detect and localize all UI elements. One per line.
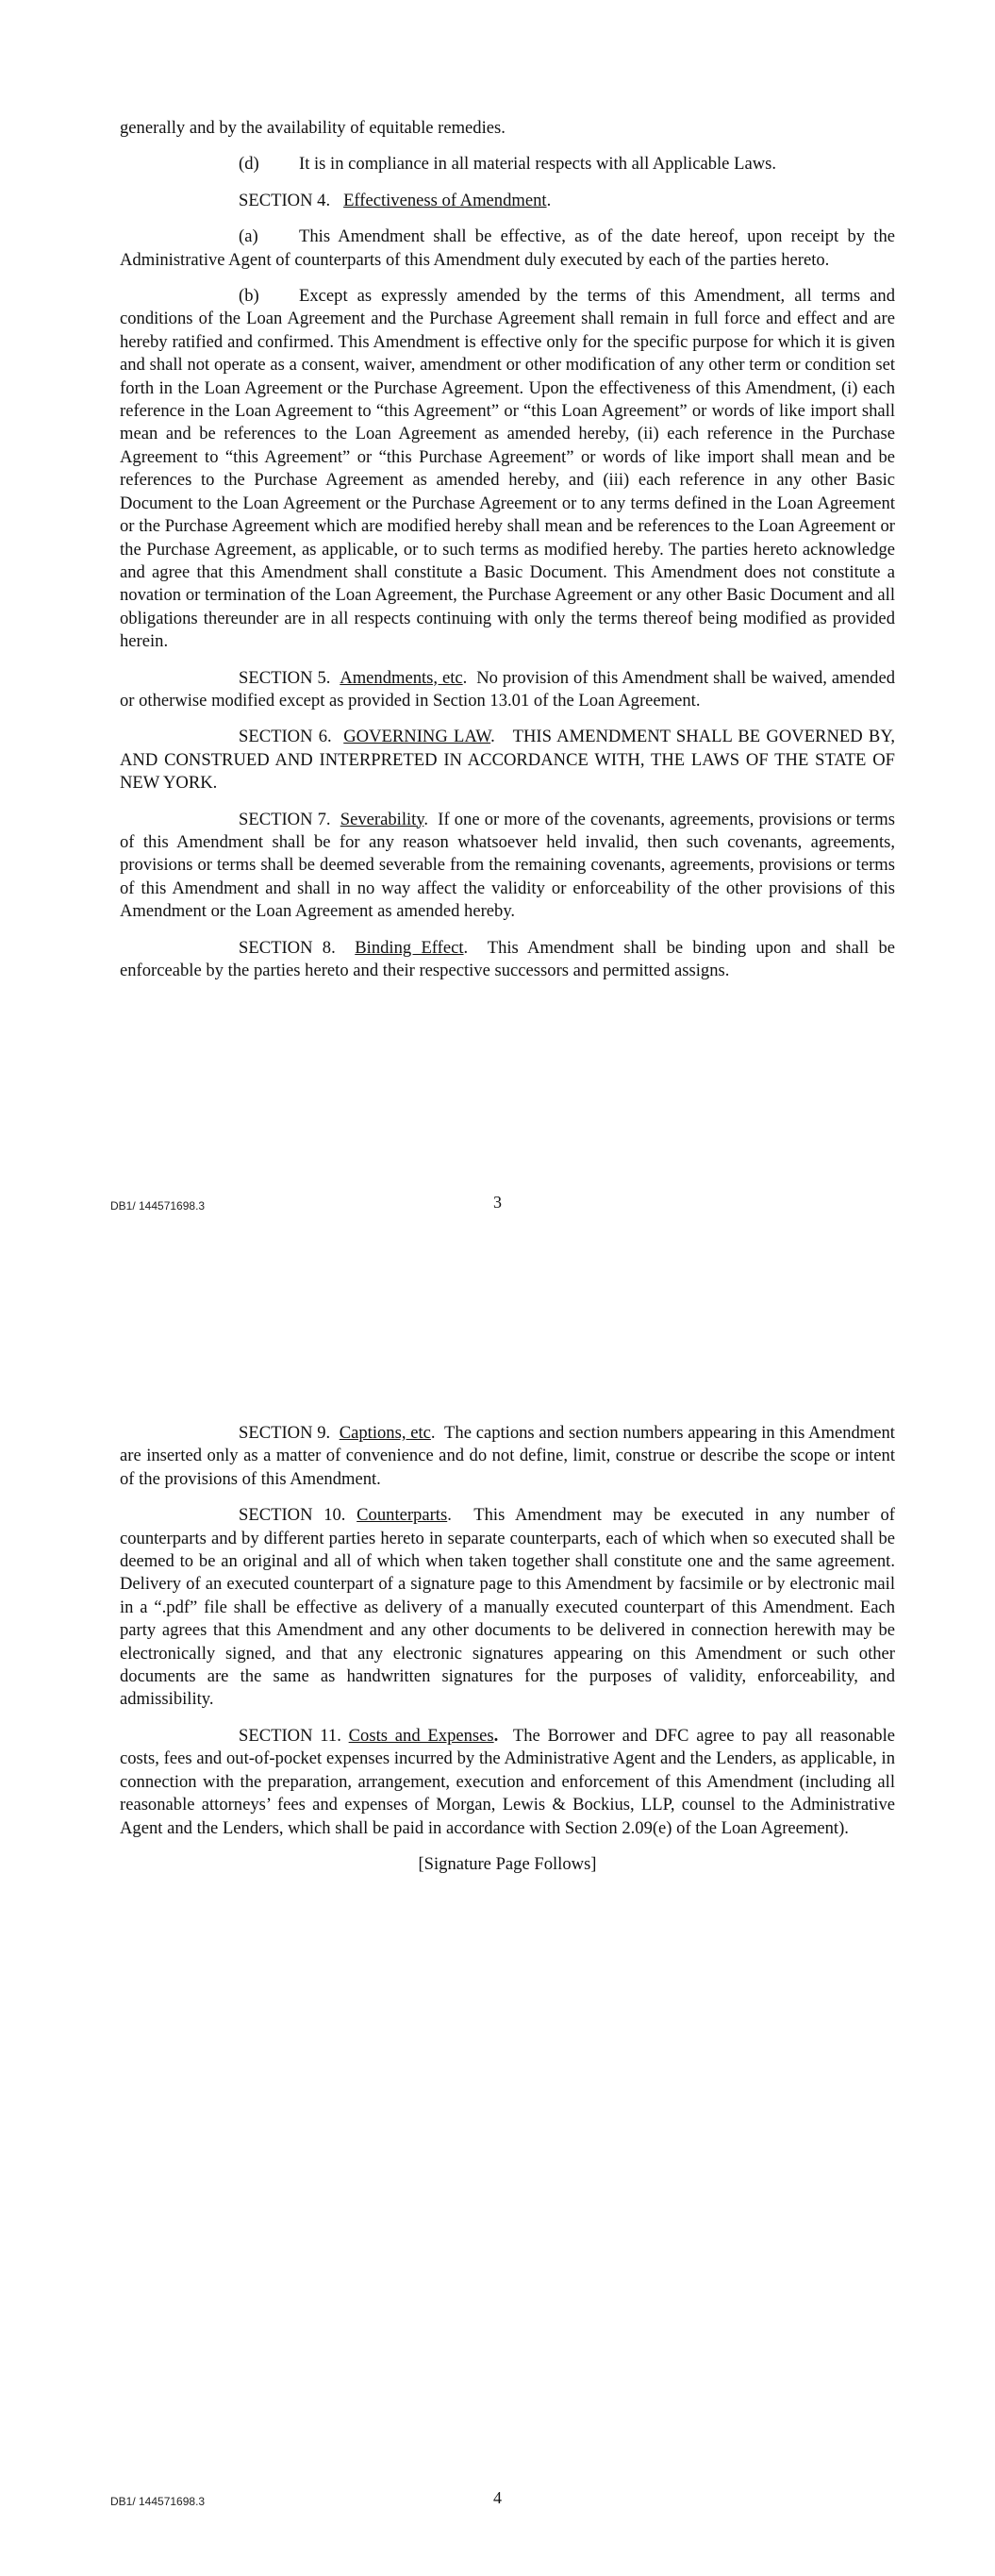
section-title: Effectiveness of Amendment [343, 190, 547, 210]
section-6: SECTION 6. GOVERNING LAW. THIS AMENDMENT SHALL BE GOVERNED BY, AND CONSTRUED AND INTERPRETED IN ACCORDANCE WITH, THE LAWS OF THE STATE OF NEW YORK. [120, 727, 896, 794]
section-title: Amendments, etc [340, 667, 463, 688]
section-title: Binding Effect [355, 937, 464, 958]
document-id: DB1/ 144571698.3 [110, 2495, 206, 2508]
clause-3d: (d) It is in compliance in all material respects with all Applicable Laws. [120, 153, 895, 176]
section-title: Counterparts [357, 1505, 448, 1526]
section-4a: (a) This Amendment shall be effective, as of the date hereof, upon receipt by the Administrative Agent of counterparts of this Amendment duly executed by each of the parties hereto. [120, 226, 895, 270]
section-label: SECTION 8. [239, 937, 336, 958]
section-label: SECTION 10. [239, 1505, 346, 1526]
section-5: SECTION 5. Amendments, etc. No provision of this Amendment shall be waived, amended or otherwise modified except as provided in Section 13.01 of the Loan Agreement. [120, 667, 895, 711]
section-label: SECTION 9. [239, 1423, 331, 1443]
page-number: 3 [493, 1193, 502, 1212]
section-label: SECTION 11. [239, 1725, 341, 1746]
section-11: SECTION 11. Costs and Expenses. The Borrower and DFC agree to pay all reasonable costs, fees and out-of-pocket expenses incurred by the Administrative Agent and the Lenders, as applicable, in connection with the preparation, arrangement, execution and enforcement of this Amendment (including all reasonable attorneys’ fees and expenses of Morgan, Lewis & Bockius, LLP, counsel to the Administrative Agent and the Lenders, which shall be paid in accordance with Section 2.09(e) of the Loan Agreement). [120, 1725, 895, 1838]
section-title: Severability [340, 809, 424, 829]
section-7: SECTION 7. Severability. If one or more of the covenants, agreements, provisions or terms of this Amendment shall be for any reason whatsoever held invalid, then such covenants, agreements, provisions or terms shall be deemed severable from the remaining covenants, agreements, provisions or terms of this Amendment and shall in no way affect the validity or enforceability of the other provisions of this Amendment or the Loan Agreement as amended hereby. [120, 809, 895, 922]
section-8: SECTION 8. Binding Effect. This Amendment shall be binding upon and shall be enforceable by the parties hereto and their respective successors and permitted assigns. [120, 937, 895, 980]
signature-page-note: [Signature Page Follows] [418, 1853, 597, 1874]
document-id: DB1/ 144571698.3 [110, 1199, 206, 1213]
page-3-body [120, 117, 895, 982]
section-title: GOVERNING LAW [343, 727, 491, 747]
section-title: Captions, etc [339, 1423, 431, 1443]
section-label: SECTION 6. [239, 727, 332, 747]
page-4-body [120, 1422, 895, 1876]
section-4-heading: SECTION 4. Effectiveness of Amendment. [239, 190, 552, 210]
section-10: SECTION 10. Counterparts. This Amendment may be executed in any number of counterparts and by different parties hereto in separate counterparts, each of which when so executed shall be deemed to be an original and all of which when taken together shall constitute one and the same agreement. Delivery of an executed counterpart of a signature page to this Amendment by facsimile or by electronic mail in a “.pdf” file shall be effective as delivery of a manually executed counterpart of this Amendment. Each party agrees that this Amendment and any other documents to be delivered in connection herewith may be electronically signed, and that any electronic signatures appearing on this Amendment or such other documents are the same as handwritten signatures for the purposes of validity, enforceability, and admissibility. [120, 1505, 895, 1710]
section-label: SECTION 5. [239, 667, 331, 688]
document-page-4 [0, 1288, 995, 2576]
section-title: Costs and Expenses [348, 1725, 494, 1746]
section-label: SECTION 7. [239, 809, 331, 829]
section-label: SECTION 4. [239, 190, 331, 210]
page-number: 4 [493, 2488, 502, 2507]
section-4b: (b) Except as expressly amended by the terms of this Amendment, all terms and conditions of the Loan Agreement and the Purchase Agreement shall remain in full force and effect and are hereby ratified and confirmed. This Amendment is effective only for the specific purpose for which it is given and shall not operate as a consent, waiver, amendment or other modification of any other term or condition set forth in the Loan Agreement or the Purchase Agreement. Upon the effectiveness of this Amendment, (i) each reference in the Loan Agreement to “this Agreement” or “this Loan Agreement” or words of like import shall mean and be references to the Loan Agreement as amended hereby, (ii) each reference in the Purchase Agreement to “this Agreement” or “this Purchase Agreement” or words of like import shall mean and be references to the Purchase Agreement as amended hereby, and (iii) each reference in any other Basic Document to the Loan Agreement or the Purchase Agreement or to any terms defined in the Loan Agreement or the Purchase Agreement which are modified hereby shall mean and be references to the Loan Agreement or the Purchase Agreement, as applicable, or to such terms as modified hereby. The parties hereto acknowledge and agree that this Amendment shall constitute a Basic Document. This Amendment does not constitute a novation or termination of the Loan Agreement, the Purchase Agreement or any other Basic Document and all obligations thereunder are in all respects continuing with only the terms thereof being modified as provided herein. [120, 286, 895, 652]
continuation-paragraph: generally and by the availability of equitable remedies. [120, 118, 506, 138]
clause-marker: (b) [239, 286, 259, 307]
clause-marker: (d) [239, 154, 259, 175]
clause-marker: (a) [239, 226, 258, 247]
section-9: SECTION 9. Captions, etc. The captions and section numbers appearing in this Amendment are inserted only as a matter of convenience and do not define, limit, construe or describe the scope or intent of the provisions of this Amendment. [120, 1423, 895, 1489]
